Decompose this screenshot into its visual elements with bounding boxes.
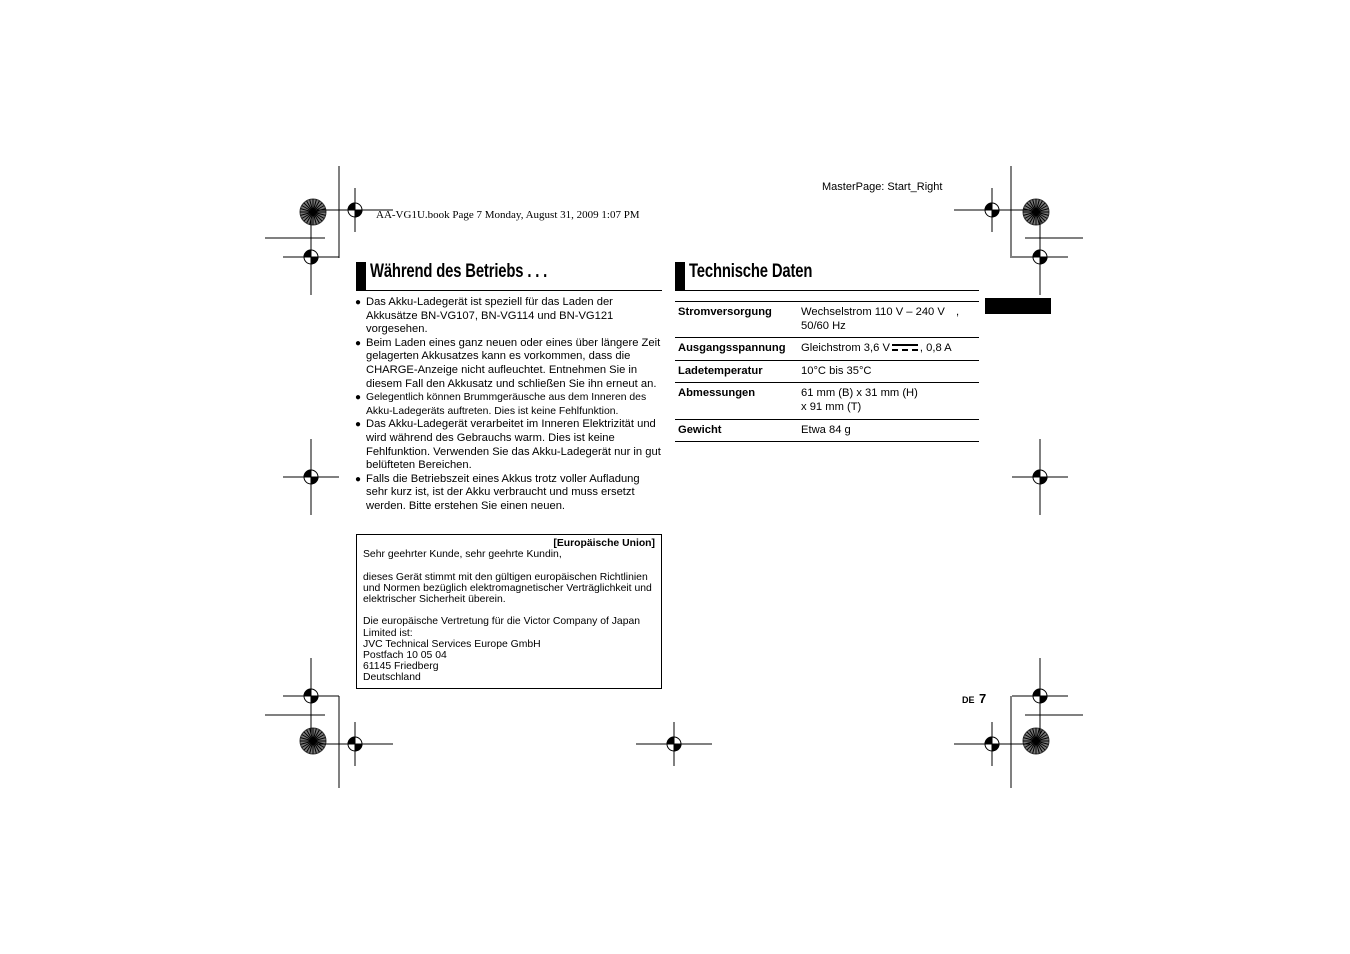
spec-value: 61 mm (B) x 31 mm (H) x 91 mm (T) bbox=[798, 383, 979, 419]
dc-symbol-icon bbox=[892, 342, 918, 352]
title-bar bbox=[675, 262, 685, 290]
book-info-line: AA-VG1U.book Page 7 Monday, August 31, 2009 1:07 PM bbox=[376, 209, 640, 221]
list-item: ● Das Akku-Ladegerät verarbeitet im Inneren Elektrizität und wird während des Gebrauchs warm. Dies ist keine Fehlfunktion. Verwenden Sie das Akku-Ladegerät nur in gut belüfteten Bereichen. bbox=[355, 418, 661, 472]
masterpage-label: MasterPage: Start_Right bbox=[822, 181, 943, 193]
table-row bbox=[675, 338, 979, 361]
spec-key: Ausgangsspannung bbox=[675, 338, 798, 361]
operation-bullet-list bbox=[355, 296, 661, 514]
bullet-icon: ● bbox=[355, 473, 362, 485]
list-item: ● Gelegentlich können Brummgeräusche aus dem Inneren des Akku-Ladegeräts auftreten. Dies ist keine Fehlfunktion. bbox=[355, 392, 647, 417]
eu-rep-intro: Die europäische Vertretung für die Victor Company of Japan Limited ist: bbox=[363, 616, 641, 639]
bullet-icon: ● bbox=[355, 419, 362, 431]
language-tab bbox=[985, 298, 1051, 314]
page-number: DE 7 bbox=[962, 691, 987, 706]
table-row bbox=[675, 360, 979, 383]
spec-value: 10°C bis 35°C bbox=[798, 360, 979, 383]
section-title-specs bbox=[675, 260, 979, 291]
eu-country: Deutschland bbox=[363, 672, 421, 684]
spec-value: Wechselstrom 110 V – 240 V , 50/60 Hz bbox=[798, 302, 979, 338]
table-row bbox=[675, 419, 979, 442]
eu-company: JVC Technical Services Europe GmbH bbox=[363, 638, 541, 650]
title-bar bbox=[356, 262, 366, 290]
spec-key: Gewicht bbox=[675, 419, 798, 442]
table-row bbox=[675, 302, 979, 338]
eu-po-box: Postfach 10 05 04 bbox=[363, 650, 447, 661]
spec-value: Etwa 84 g bbox=[798, 419, 979, 442]
spec-key: Stromversorgung bbox=[675, 302, 798, 338]
eu-conformity-text: dieses Gerät stimmt mit den gültigen europäischen Richtlinien und Normen bezüglich elektromagnetischer Verträglichkeit und elektrischer Sicherheit überein. bbox=[363, 571, 652, 605]
table-row bbox=[675, 383, 979, 419]
eu-greeting: Sehr geehrter Kunde, sehr geehrte Kundin, bbox=[363, 549, 562, 561]
eu-city: 61145 Friedberg bbox=[363, 661, 439, 673]
bullet-icon: ● bbox=[355, 297, 362, 308]
spec-value: Gleichstrom 3,6 V , 0,8 A bbox=[798, 338, 979, 361]
eu-notice-box bbox=[356, 534, 662, 689]
spec-key: Abmessungen bbox=[675, 383, 798, 419]
list-item: ● Falls die Betriebszeit eines Akkus trotz voller Aufladung sehr kurz ist, ist der Akku verbraucht und muss ersetzt werden. Bitte erstehen Sie einen neuen. bbox=[355, 472, 640, 512]
section-title-text: Technische Daten bbox=[689, 261, 813, 282]
spec-key: Ladetemperatur bbox=[675, 360, 798, 383]
bullet-icon: ● bbox=[355, 337, 362, 349]
list-item: ● Das Akku-Ladegerät ist speziell für das Laden der Akkusätze BN-VG107, BN-VG114 und BN-VG121 vorgesehen. bbox=[355, 296, 614, 336]
spec-table bbox=[675, 301, 979, 442]
bullet-icon: ● bbox=[355, 392, 362, 404]
list-item: ● Beim Laden eines ganz neuen oder eines über längere Zeit gelagerten Akkusatzes kann es vorkommen, dass die CHARGE-Anzeige nicht aufleuchtet. Entnehmen Sie in diesem Fall den Akkusatz und schließen Sie ihn erneut an. bbox=[355, 336, 661, 390]
section-title-operation bbox=[356, 260, 662, 291]
eu-notice-heading: [Europäische Union] bbox=[553, 538, 655, 549]
section-title-text: Während des Betriebs . . . bbox=[370, 261, 548, 282]
